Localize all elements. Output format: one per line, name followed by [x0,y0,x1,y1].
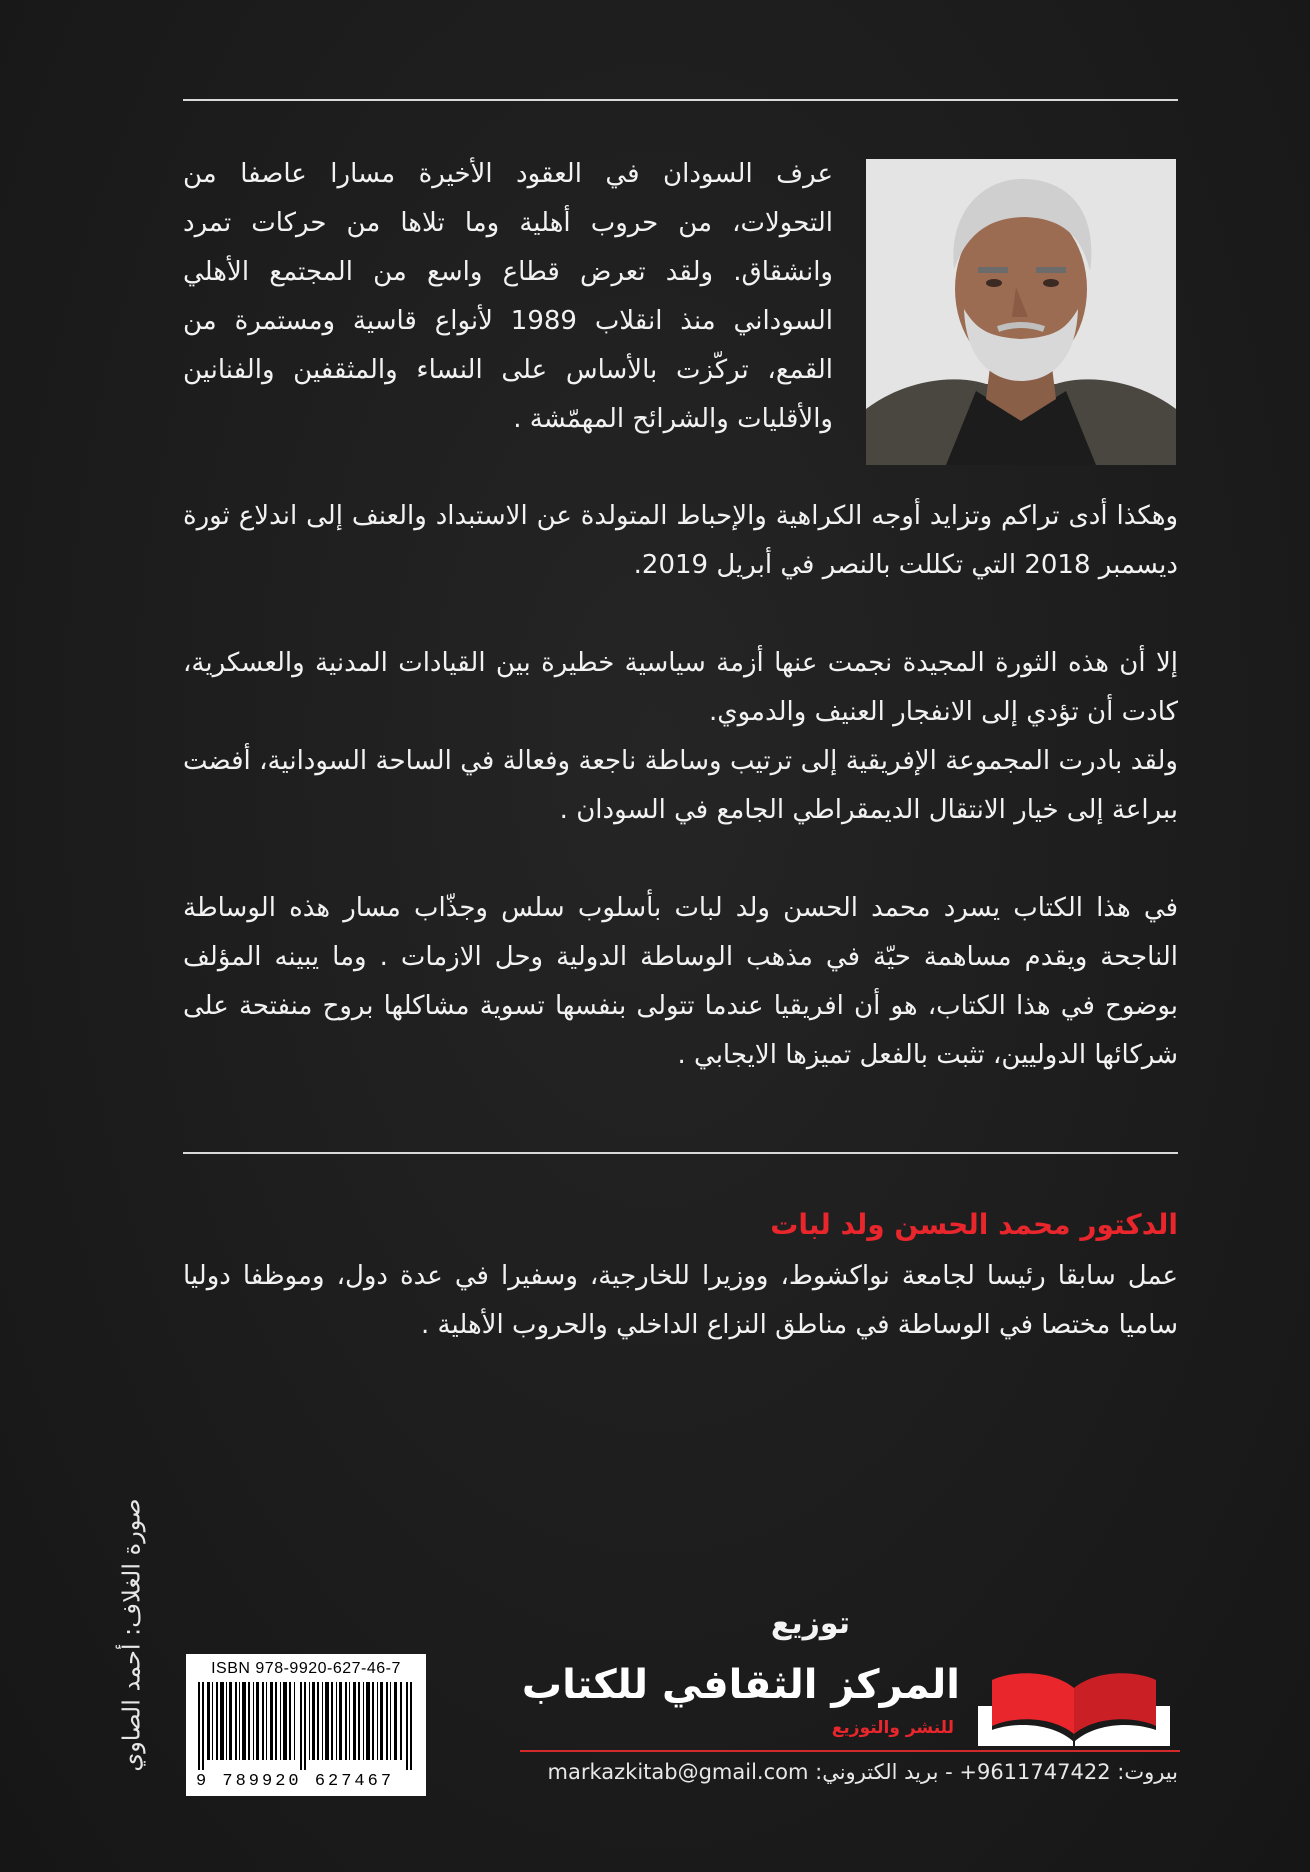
author-name: الدكتور محمد الحسن ولد لبات [770,1208,1178,1241]
isbn-barcode [186,1654,426,1796]
cover-credit [102,1490,162,1780]
description-paragraph-4: ولقد بادرت المجموعة الإفريقية إلى ترتيب وساطة ناجعة وفعالة في الساحة السودانية، أفضت ببراعة إلى خيار الانتقال الديمقراطي الجامع في السودان . [183,746,1178,825]
barcode-digits: 9 789920 627467 [196,1772,395,1791]
description-paragraph-1: عرف السودان في العقود الأخيرة مسارا عاصفا من التحولات، من حروب أهلية وما تلاها من حركات تمرد وانشقاق. ولقد تعرض قطاع واسع من المجتمع الأهلي السوداني منذ انقلاب 1989 لأنواع قاسية ومستمرة من القمع، تركّزت بالأساس على النساء والمثقفين والفنانين والأقليات والشرائح المهمّشة . [183,159,834,434]
description-paragraph-3: إلا أن هذه الثورة المجيدة نجمت عنها أزمة سياسية خطيرة بين القيادات المدنية والعسكرية، كادت أن تؤدي إلى الانفجار العنيف والدموي. [183,648,1178,727]
barcode-bars [196,1682,416,1770]
top-divider [183,99,1178,101]
description-paragraph-2: وهكذا أدى تراكم وتزايد أوجه الكراهية والإحباط المتولدة عن الاستبداد والعنف إلى اندلاع ثورة ديسمبر 2018 التي تكللت بالنصر في أبريل 2019. [183,501,1178,580]
distribution-label: توزيع [770,1606,850,1641]
isbn-number: ISBN 978-9920-627-46-7 [211,1660,401,1677]
publisher-name: المركز الثقافي للكتاب [521,1662,960,1708]
description-paragraph-5: في هذا الكتاب يسرد محمد الحسن ولد لبات بأسلوب سلس وجذّاب مسار هذه الوساطة الناجحة ويقدم مساهمة حيّة في مذهب الوساطة الدولية وحل الازمات . وما يبينه المؤلف بوضوح في هذا الكتاب، هو أن افريقيا عندما تتولى بنفسها تسوية مشاكلها بروح منفتحة على شركائها الدوليين، تثبت بالفعل تميزها الايجابي . [183,893,1178,1070]
publisher-subtitle: للنشر والتوزيع [831,1718,954,1738]
publisher-divider [520,1750,1180,1752]
open-book-icon [974,1666,1174,1750]
middle-divider [183,1152,1178,1154]
author-bio: عمل سابقا رئيسا لجامعة نواكشوط، ووزيرا للخارجية، وسفيرا في عدة دول، وموظفا دوليا ساميا مختصا في الوساطة في مناطق النزاع الداخلي والحروب الأهلية . [183,1261,1178,1340]
publisher-contact: بيروت: 9611747422+ - بريد الكتروني: markazkitab@gmail.com [547,1760,1178,1784]
author-photo [866,159,1176,465]
publisher-block [520,1606,1180,1756]
cover-credit-text: صورة الغلاف: أحمد الصاوي [118,1498,147,1772]
